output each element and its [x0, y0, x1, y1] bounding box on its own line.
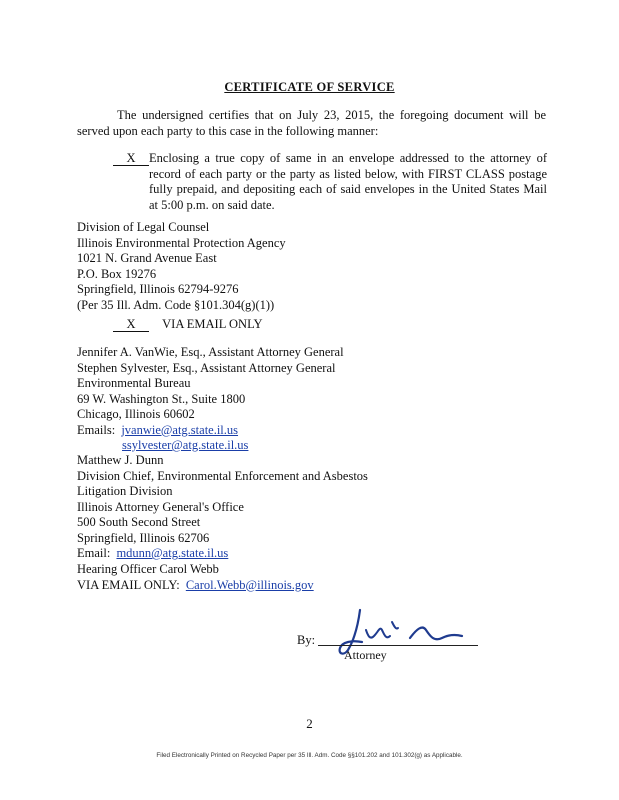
intro-paragraph: The undersigned certifies that on July 23, 2015, the foregoing document will be served upon each party to this case in the following manner:: [77, 108, 546, 138]
address-line: 1021 N. Grand Avenue East: [77, 251, 217, 265]
address-line: 500 South Second Street: [77, 515, 201, 529]
page-number: 2: [306, 716, 313, 731]
address-line: Division of Legal Counsel: [77, 220, 210, 234]
mail-service-mark: [113, 151, 149, 166]
mail-service-text: Enclosing a true copy of same in an envelope addressed to the attorney of record of each party or the party as listed below, with FIRST CLASS postage fully prepaid, and depositing each of said envelopes in the United States Mail at 5:00 p.m. on said date.: [149, 151, 547, 212]
email-label: Email:: [77, 546, 111, 560]
address-line: Litigation Division: [77, 484, 173, 498]
address-line: Matthew J. Dunn: [77, 453, 164, 467]
address-line: 69 W. Washington St., Suite 1800: [77, 391, 246, 406]
address-line: P.O. Box 19276: [77, 266, 157, 281]
email-link-webb[interactable]: Carol.Webb@illinois.gov: [185, 577, 314, 592]
signature-role: Attorney: [344, 648, 387, 662]
address-line: Chicago, Illinois 60602: [77, 407, 195, 421]
recipient-attorney-general: [77, 345, 344, 454]
emails-label: Emails:: [77, 422, 116, 437]
email-service-row: [113, 317, 262, 332]
address-line: Illinois Environmental Protection Agency: [77, 235, 286, 250]
address-line: Jennifer A. VanWie, Esq., Assistant Attorney General: [77, 345, 344, 359]
address-line: Springfield, Illinois 62706: [77, 530, 210, 545]
page-title: CERTIFICATE OF SERVICE: [224, 80, 395, 94]
address-line: Springfield, Illinois 62794-9276: [77, 282, 239, 296]
recipient-hearing-officer: [77, 562, 314, 593]
email-service-mark: X: [113, 318, 149, 332]
email-label: VIA EMAIL ONLY:: [77, 577, 180, 592]
signature-by-label: By:: [297, 633, 316, 647]
email-link-dunn[interactable]: mdunn@atg.state.il.us: [116, 546, 229, 560]
email-link-sylvester[interactable]: ssylvester@atg.state.il.us: [122, 438, 249, 452]
recipient-division-chief: [77, 453, 368, 562]
address-line: Illinois Attorney General's Office: [77, 499, 244, 514]
email-link-vanwie[interactable]: jvanwie@atg.state.il.us: [121, 422, 239, 437]
address-line: Division Chief, Environmental Enforcement and Asbestos: [77, 468, 368, 483]
address-line: Environmental Bureau: [77, 376, 191, 390]
footer-note: Filed Electronically Printed on Recycled Paper per 35 Ill. Adm. Code §§101.202 and 101.302(g) as Applicable.: [156, 752, 463, 759]
address-line: Stephen Sylvester, Esq., Assistant Attorney General: [77, 360, 336, 375]
address-line: (Per 35 Ill. Adm. Code §101.304(g)(1)): [77, 297, 275, 312]
recipient-legal-counsel: [77, 220, 286, 313]
signature-line: [318, 645, 478, 646]
email-service-text: VIA EMAIL ONLY: [162, 317, 263, 331]
address-line: Hearing Officer Carol Webb: [77, 562, 219, 576]
mail-service-mark-text: X: [113, 152, 149, 166]
